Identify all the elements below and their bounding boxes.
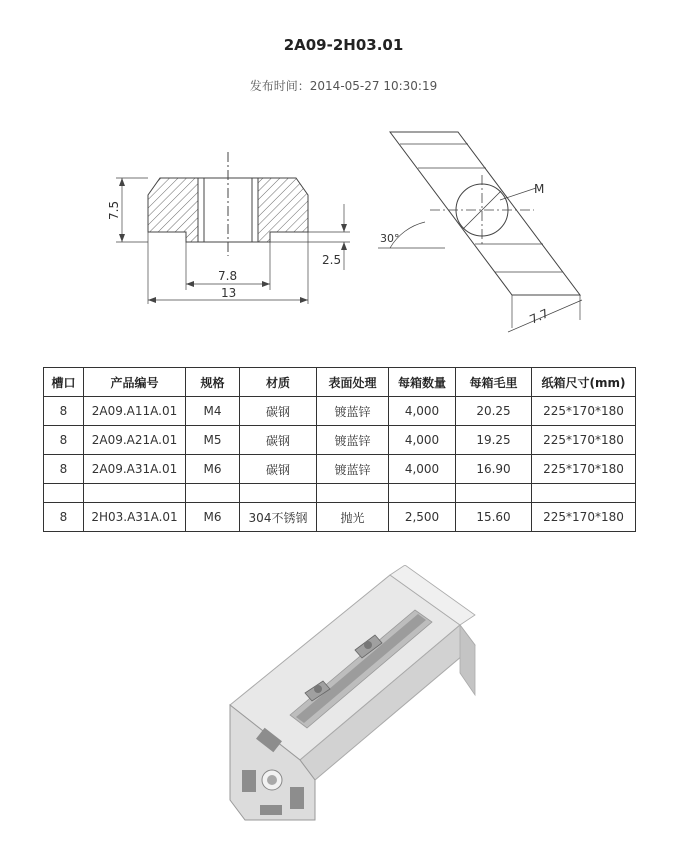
table-row-empty (44, 484, 636, 503)
table-cell: 225*170*180 (532, 503, 636, 532)
table-cell: M6 (186, 503, 240, 532)
dim-step-label: 2.5 (322, 253, 342, 267)
table-cell: 8 (44, 397, 84, 426)
table-cell: 2,500 (389, 503, 456, 532)
table-cell: 19.25 (456, 426, 532, 455)
table-cell: 碳钢 (240, 397, 317, 426)
table-cell: 8 (44, 455, 84, 484)
table-cell: 2A09.A11A.01 (84, 397, 186, 426)
table-cell: 225*170*180 (532, 426, 636, 455)
dim-inner-label: 7.8 (218, 269, 238, 283)
publish-date (0, 77, 687, 94)
table-cell: 抛光 (317, 503, 389, 532)
table-cell: 碳钢 (240, 426, 317, 455)
top-view (378, 132, 582, 332)
table-cell: 8 (44, 426, 84, 455)
table-cell: 15.60 (456, 503, 532, 532)
col-header: 纸箱尺寸(mm) (532, 368, 636, 397)
col-header: 材质 (240, 368, 317, 397)
table-cell: 4,000 (389, 455, 456, 484)
table-cell: 2A09.A31A.01 (84, 455, 186, 484)
table-cell: M4 (186, 397, 240, 426)
table-cell: M6 (186, 455, 240, 484)
col-header: 规格 (186, 368, 240, 397)
dim-thread-label: M (534, 182, 545, 196)
date-value: 2014-05-27 10:30:19 (309, 79, 438, 93)
table-cell: 4,000 (389, 426, 456, 455)
table-cell: 4,000 (389, 397, 456, 426)
col-header: 槽口 (44, 368, 84, 397)
dim-edge-label: 7.7 (527, 306, 551, 327)
col-header: 每箱毛里 (456, 368, 532, 397)
profile-render-image (210, 565, 480, 835)
table-cell: 225*170*180 (532, 397, 636, 426)
table-cell: 2A09.A21A.01 (84, 426, 186, 455)
table-row (44, 397, 636, 426)
table-cell: 20.25 (456, 397, 532, 426)
col-header: 产品编号 (84, 368, 186, 397)
table-cell: 8 (44, 503, 84, 532)
table-cell: 镀蓝锌 (317, 426, 389, 455)
table-row (44, 455, 636, 484)
table-cell: 16.90 (456, 455, 532, 484)
spec-table (43, 367, 636, 532)
table-cell: 304不锈钢 (240, 503, 317, 532)
col-header: 每箱数量 (389, 368, 456, 397)
table-cell: 225*170*180 (532, 455, 636, 484)
technical-drawing (100, 120, 600, 345)
table-row (44, 426, 636, 455)
table-header-row (44, 368, 636, 397)
table-cell: 2H03.A31A.01 (84, 503, 186, 532)
date-label: 发布时间： (249, 79, 310, 93)
page-title: 2A09-2H03.01 (283, 36, 404, 54)
dim-height-label: 7.5 (107, 200, 121, 220)
dim-width-label: 13 (221, 286, 237, 300)
table-cell: 镀蓝锌 (317, 397, 389, 426)
col-header: 表面处理 (317, 368, 389, 397)
table-cell: 镀蓝锌 (317, 455, 389, 484)
table-cell: 碳钢 (240, 455, 317, 484)
dim-angle-label: 30° (380, 232, 400, 245)
table-row (44, 503, 636, 532)
table-cell: M5 (186, 426, 240, 455)
